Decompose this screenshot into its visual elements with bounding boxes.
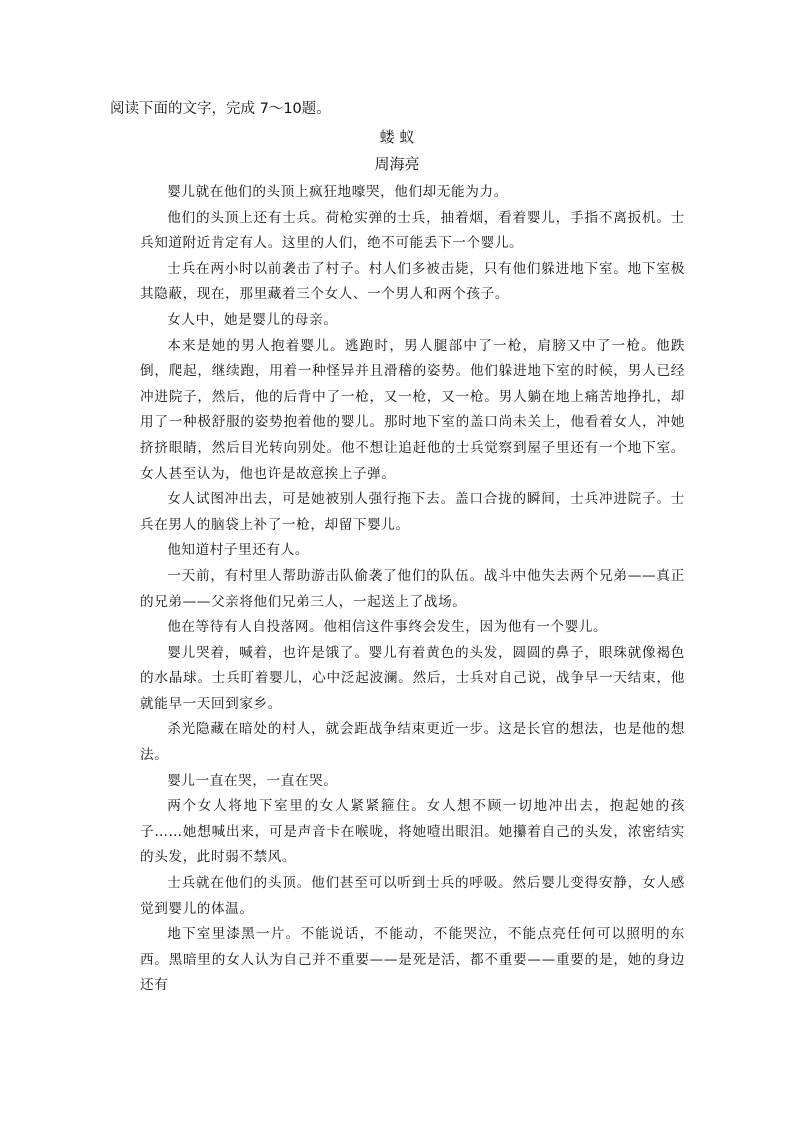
paragraph: 地下室里漆黑一片。不能说话，不能动，不能哭泣，不能点亮任何可以照明的东西。黑暗里的女人认为自己并不重要——是死是活，都不重要——重要的是，她的身边还有	[140, 926, 685, 994]
paragraph: 本来是她的男人抱着婴儿。逃跑时，男人腿部中了一枪，肩膀又中了一枪。他跌倒，爬起，继续跑，用着一种怪异并且滑稽的姿势。他们躲进地下室的时候，男人已经冲进院子，然后，他的后背中了一枪，又一枪，又一枪。男人躺在地上痛苦地挣扎，却用了一种极舒服的姿势抱着他的婴儿。那时地下室的盖口尚未关上，他看着女人，冲她挤挤眼睛，然后目光转向别处。他不想让追赶他的士兵觉察到屋子里还有一个地下室。女人甚至认为，他也许是故意挨上子弹。	[140, 337, 685, 482]
paragraph: 一天前，有村里人帮助游击队偷袭了他们的队伍。战斗中他失去两个兄弟——真正的兄弟——父亲将他们兄弟三人，一起送上了战场。	[140, 567, 685, 610]
story-author: 周海亮	[374, 155, 420, 173]
paragraph: 士兵在两小时以前袭击了村子。村人们多被击毙，只有他们躲进地下室。地下室极其隐蔽，现在，那里藏着三个女人、一个男人和两个孩子。	[140, 260, 685, 303]
paragraph: 他们的头顶上还有士兵。荷枪实弹的士兵，抽着烟，看着婴儿，手指不离扳机。士兵知道附近肯定有人。这里的人们，绝不可能丢下一个婴儿。	[140, 209, 685, 252]
paragraph: 婴儿哭着，喊着，也许是饿了。婴儿有着黄色的头发，圆圆的鼻子，眼珠就像褐色的水晶球。士兵盯着婴儿，心中泛起波澜。然后，士兵对自己说，战争早一天结束，他就能早一天回到家乡。	[140, 644, 685, 712]
reading-instruction: 阅读下面的文字，完成 7～10题。	[110, 101, 331, 117]
story-title: 蝼 蚁	[379, 128, 415, 146]
paragraph: 婴儿一直在哭，一直在哭。	[167, 772, 338, 789]
paragraph: 他在等待有人自投落网。他相信这件事终会发生，因为他有一个婴儿。	[167, 619, 608, 636]
paragraph: 女人中，她是婴儿的母亲。	[167, 311, 338, 328]
paragraph: 两个女人将地下室里的女人紧紧箍住。女人想不顾一切地冲出去，抱起她的孩子……她想喊出来，可是声音卡在喉咙，将她噎出眼泪。她攥着自己的头发，浓密结实的头发，此时弱不禁风。	[140, 798, 685, 866]
paragraph: 士兵就在他们的头顶。他们甚至可以听到士兵的呼吸。然后婴儿变得安静，女人感觉到婴儿的体温。	[140, 875, 685, 917]
paragraph: 婴儿就在他们的头顶上疯狂地嚎哭，他们却无能为力。	[167, 184, 508, 200]
paragraph: 他知道村子里还有人。	[167, 542, 310, 559]
story-body	[140, 180, 685, 999]
paragraph: 杀光隐藏在暗处的村人，就会距战争结束更近一步。这是长官的想法，也是他的想法。	[140, 721, 685, 764]
paragraph: 女人试图冲出去，可是她被别人强行拖下去。盖口合拢的瞬间，士兵冲进院子。士兵在男人的脑袋上补了一枪，却留下婴儿。	[140, 491, 685, 533]
